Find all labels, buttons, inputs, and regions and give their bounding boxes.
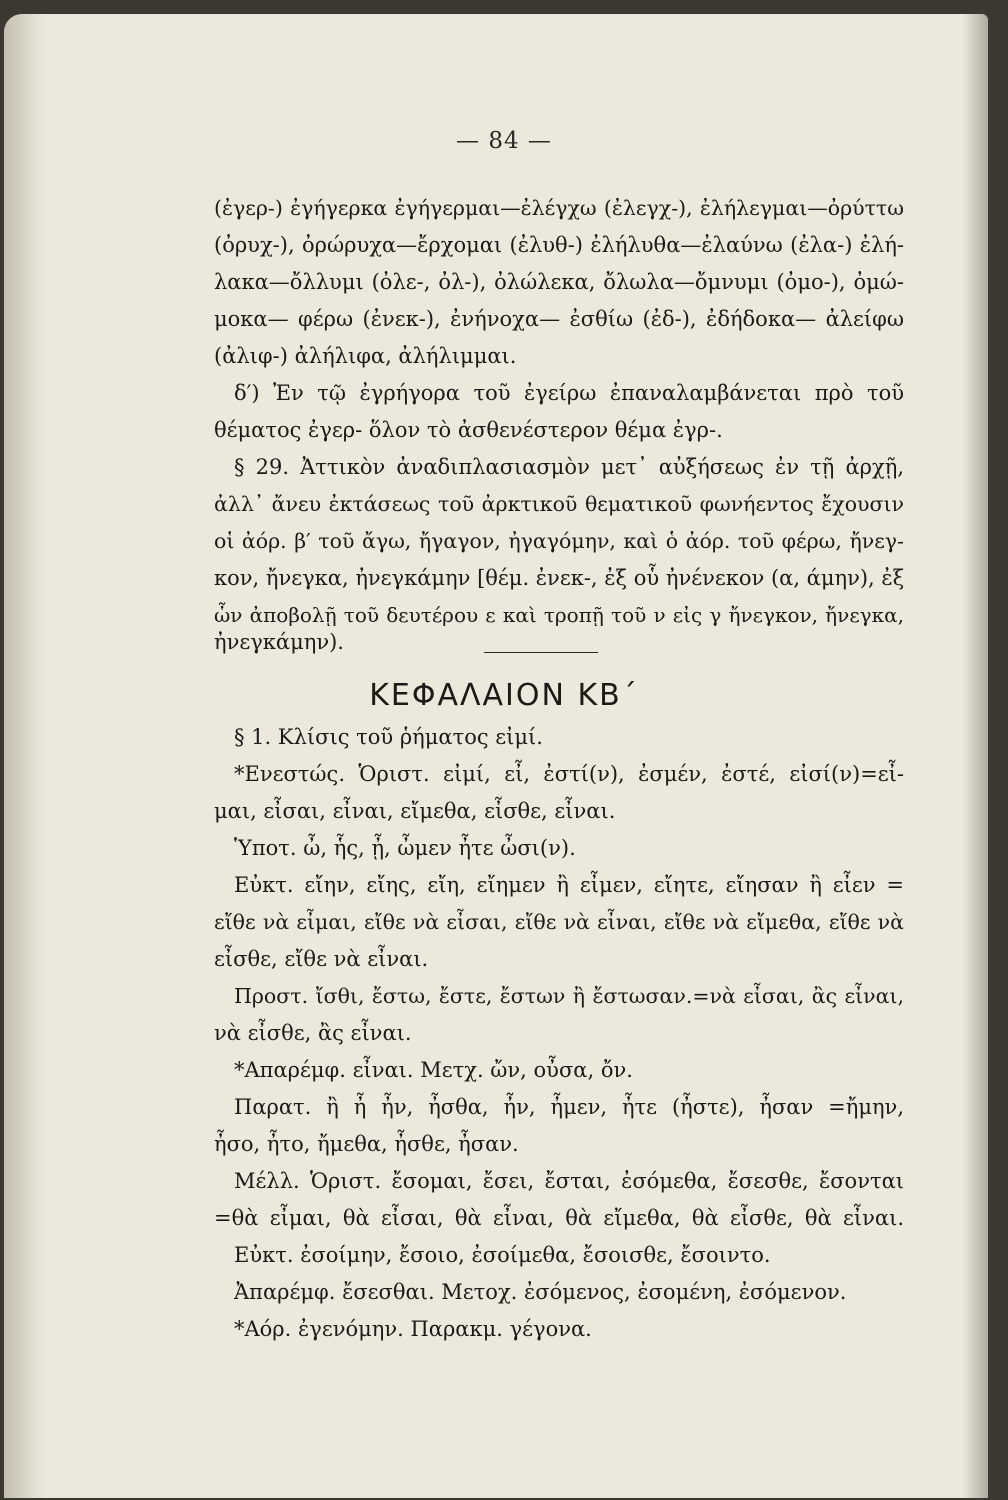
text-line: λακα—ὄλλυμι (ὀλε-, ὀλ-), ὀλώλεκα, ὄλωλα—ὄμνυμι (ὀμο-), ὀμώ- (214, 270, 904, 294)
text-line: δ′) Ἐν τῷ ἐγρήγορα τοῦ ἐγείρω ἐπαναλαμβάνεται πρὸ τοῦ (234, 381, 904, 405)
section-line: § 1. Κλίσις τοῦ ῥήματος εἰμί. (234, 725, 543, 749)
text-line: ὧν ἀποβολῇ τοῦ δευτέρου ε καὶ τροπῇ τοῦ ν εἰς γ ἤνεγκον, ἤνεγκα, (214, 603, 904, 627)
text-line: (ἀλιφ-) ἀλήλιφα, ἀλήλιμμαι. (214, 344, 517, 368)
section-line: Παρατ. ἢ ἦ ἦν, ἦσθα, ἦν, ἦμεν, ἦτε (ἦστε), ἦσαν =ἤμην, (234, 1095, 904, 1119)
section-line: εἴθε νὰ εἶμαι, εἴθε νὰ εἶσαι, εἴθε νὰ εἶναι, εἴθε νὰ εἴμεθα, εἴθε νὰ (214, 910, 904, 934)
page-number: — 84 — (456, 128, 552, 154)
section-line: ἦσο, ἦτο, ἤμεθα, ἦσθε, ἦσαν. (214, 1132, 519, 1156)
text-line: θέματος ἐγερ- ὅλον τὸ ἀσθενέστερον θέμα ἐγρ-. (214, 418, 723, 442)
text-line: (ἐγερ-) ἐγήγερκα ἐγήγερμαι—ἐλέγχω (ἐλεγχ-), ἐλήλεγμαι—ὀρύττω (214, 196, 904, 220)
section-line: *Αόρ. ἐγενόμην. Παρακμ. γέγονα. (234, 1317, 592, 1341)
section-line: *Ενεστώς. Ὁριστ. εἰμί, εἶ, ἐστί(ν), ἐσμέν, ἐστέ, εἰσί(ν)=εἶ- (234, 762, 904, 786)
text-line: κον, ἤνεγκα, ἠνεγκάμην [θέμ. ἐνεκ-, ἐξ οὗ ἠνένεκον (α, άμην), ἐξ (214, 566, 905, 590)
section-line: Προστ. ἴσθι, ἔστω, ἔστε, ἔστων ἢ ἔστωσαν.=νὰ εἶσαι, ἂς εἶναι, (234, 984, 904, 1008)
section-line: =θὰ εἶμαι, θὰ εἶσαι, θὰ εἶναι, θὰ εἴμεθα, θὰ εἶσθε, θὰ εἶναι. (214, 1206, 904, 1230)
text-line: § 29. Ἀττικὸν ἀναδιπλασιασμὸν μετ᾽ αὐξήσεως ἐν τῇ ἀρχῇ, (234, 455, 904, 479)
text-line: ἠνεγκάμην). (214, 630, 344, 654)
section-line: Μέλλ. Ὁριστ. ἔσομαι, ἔσει, ἔσται, ἐσόμεθα, ἔσεσθε, ἔσονται (234, 1169, 904, 1193)
text-line: (ὀρυχ-), ὀρώρυχα—ἔρχομαι (ἐλυθ-) ἐλήλυθα—ἐλαύνω (ἐλα-) ἐλή- (214, 233, 904, 257)
section-line: Εὐκτ. εἴην, εἴης, εἴη, εἴημεν ἢ εἶμεν, εἴητε, εἴησαν ἢ εἶεν = (234, 873, 904, 897)
section-line: μαι, εἶσαι, εἶναι, εἴμεθα, εἶσθε, εἶναι. (214, 799, 616, 823)
section-line: *Απαρέμφ. εἶναι. Μετχ. ὤν, οὖσα, ὄν. (234, 1058, 633, 1082)
section-line: Ἀπαρέμφ. ἔσεσθαι. Μετοχ. ἐσόμενος, ἐσομένη, ἐσόμενον. (234, 1280, 847, 1304)
section-line: εἶσθε, εἴθε νὰ εἶναι. (214, 947, 429, 971)
chapter-title: ΚΕΦΑΛΑΙΟΝ ΚΒ΄ (369, 678, 639, 713)
section-line: Εὐκτ. ἐσοίμην, ἔσοιο, ἐσοίμεθα, ἔσοισθε, ἔσοιντο. (234, 1243, 771, 1267)
section-line: Ὑποτ. ὦ, ἧς, ᾖ, ὦμεν ἦτε ὦσι(ν). (234, 836, 576, 860)
text-line: μοκα— φέρω (ἐνεκ-), ἐνήνοχα— ἐσθίω (ἐδ-), ἐδήδοκα— ἀλείφω (214, 307, 904, 331)
section-line: νὰ εἶσθε, ἂς εἶναι. (214, 1021, 412, 1045)
text-line: ἀλλ᾽ ἄνευ ἐκτάσεως τοῦ ἀρκτικοῦ θεματικοῦ φωνήεντος ἔχουσιν (214, 492, 904, 516)
section-divider (484, 652, 598, 653)
text-line: οἱ ἀόρ. β′ τοῦ ἄγω, ἤγαγον, ἠγαγόμην, καὶ ὁ ἀόρ. τοῦ φέρω, ἤνεγ- (214, 529, 904, 553)
